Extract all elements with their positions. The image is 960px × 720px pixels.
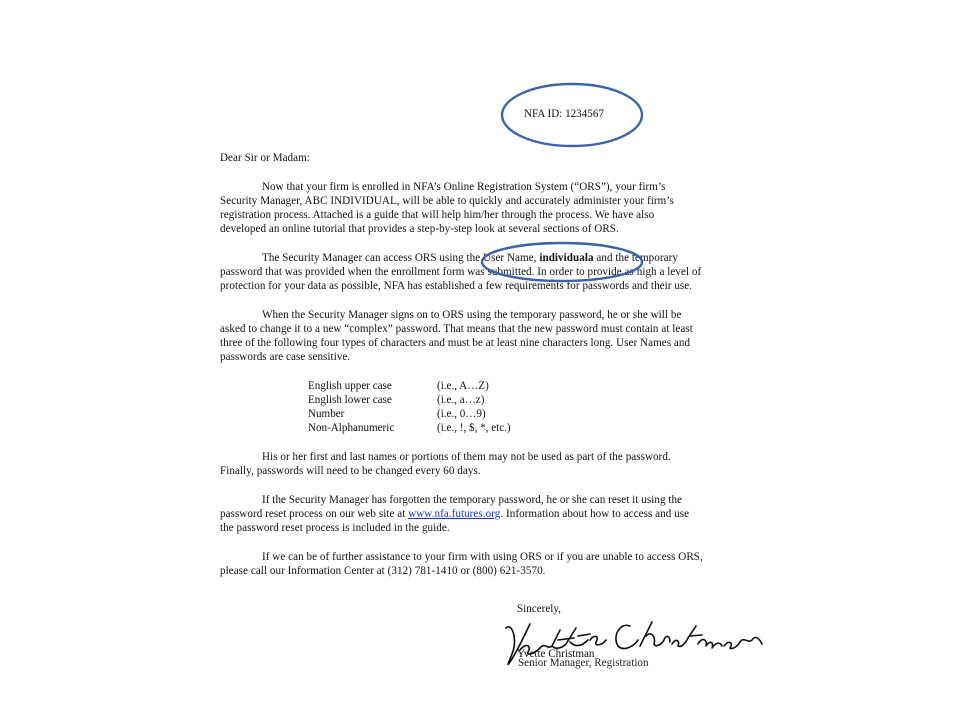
signer-name: Yvette Christman xyxy=(517,648,595,660)
p4-line-1: His or her first and last names or portions of them may not be used as part of the password. xyxy=(262,451,671,463)
p5-line-3: the password reset process is included in the guide. xyxy=(220,522,450,534)
p5-line-2-pre: password reset process on our web site at xyxy=(220,508,409,520)
p3-line-1: When the Security Manager signs on to ORS using the temporary password, he or she will be xyxy=(262,309,682,321)
char-type-example: (i.e., a…z) xyxy=(437,394,485,406)
p6-line-2: please call our Information Center at (312) 781-1410 or (800) 621-3570. xyxy=(220,565,546,577)
char-type-label: Non-Alphanumeric xyxy=(308,422,395,434)
salutation: Dear Sir or Madam: xyxy=(220,152,310,164)
char-type-example: (i.e., 0…9) xyxy=(437,408,486,420)
p4-line-2: Finally, passwords will need to be changed every 60 days. xyxy=(220,465,481,477)
p5-line-1: If the Security Manager has forgotten the temporary password, he or she can reset it using the xyxy=(262,494,683,506)
p1-line-3: registration process. Attached is a guide that will help him/her through the process. We have also xyxy=(220,209,655,221)
p2-line-3: protection for your data as possible, NFA has established a few requirements for passwords and their use. xyxy=(220,280,693,292)
p2-line-1-pre: The Security Manager can access ORS using the User Name, xyxy=(262,252,540,264)
p2-line-1-post: and the temporary xyxy=(593,252,678,264)
p1-line-4: developed an online tutorial that provides a step-by-step look at several sections of ORS. xyxy=(220,223,619,235)
signer-title-text: Senior Manager, Registration xyxy=(518,657,649,669)
char-type-example: (i.e., !, $, *, etc.) xyxy=(437,422,511,434)
char-type-label: English upper case xyxy=(308,380,392,392)
p2-line-1 xyxy=(262,251,678,265)
nfa-id: NFA ID: 1234567 xyxy=(524,108,604,120)
p5-line-2 xyxy=(220,507,689,521)
p6-line-1: If we can be of further assistance to your firm with using ORS or if you are unable to access ORS, xyxy=(262,551,703,563)
closing: Sincerely, xyxy=(517,603,561,615)
p5-line-2-post: . Information about how to access and use xyxy=(500,508,690,520)
char-type-label: English lower case xyxy=(308,394,392,406)
signer-title xyxy=(514,657,654,669)
char-type-example: (i.e., A…Z) xyxy=(437,380,489,392)
username-value: individuala xyxy=(539,252,594,264)
p3-line-4: passwords are case sensitive. xyxy=(220,351,351,363)
website-link[interactable]: www.nfa.futures.org xyxy=(408,508,501,520)
p1-line-2: Security Manager, ABC INDIVIDUAL, will be able to quickly and accurately administer your firm’s xyxy=(220,195,674,207)
p1-line-1: Now that your firm is enrolled in NFA’s Online Registration System (“ORS”), your firm’s xyxy=(262,181,666,193)
p3-line-3: three of the following four types of characters and must be at least nine characters long. User Names and xyxy=(220,337,691,349)
char-type-label: Number xyxy=(308,408,345,420)
p3-line-2: asked to change it to a new “complex” password. That means that the new password must contain at least xyxy=(220,323,693,335)
p2-line-2: password that was provided when the enrollment form was submitted. In order to provide as high a level of xyxy=(220,266,702,278)
